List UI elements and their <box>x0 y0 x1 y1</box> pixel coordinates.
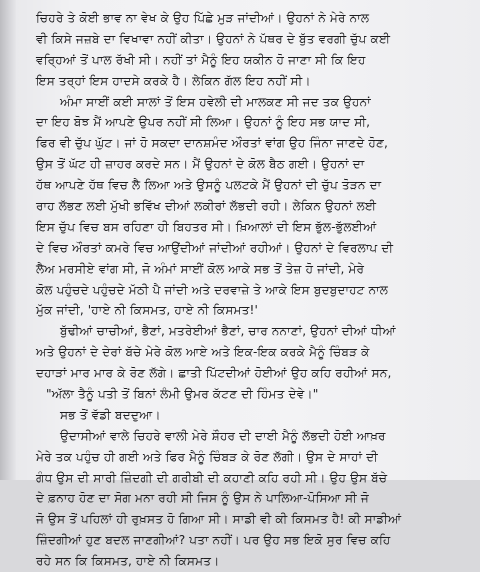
text-line: ਇਸ ਚੁੱਪ ਵਿਚ ਬਸ ਰਹਿਣਾ ਹੀ ਬਿਹਤਰ ਸੀ। ਖ਼ਿਆਲਾਂ ਦੀ ਇਸ ਭੁੱਲ-ਭੁੱਲਈਆਂ <box>36 219 377 234</box>
text-line: ਗੰਧ ਉਸ ਦੀ ਸਾਰੀ ਜ਼ਿੰਦਗੀ ਦੀ ਗਰੀਬੀ ਦੀ ਕਹਾਣੀ ਕਹਿ ਰਹੀ ਸੀ। ਉਹ ਉਸ ਬੱਚੇ <box>36 470 388 485</box>
paragraph-start-line: ਉਦਾਸੀਆਂ ਵਾਲੇ ਚਿਹਰੇ ਵਾਲੀ ਮੇਰੇ ਸ਼ੌਹਰ ਦੀ ਦਾਈ ਮੈਨੂੰ ਲੱਭਦੀ ਹੋਈ ਆਖ਼ਰ <box>60 428 386 443</box>
text-line: ਮੁੱਕ ਜਾਂਦੀ, 'ਹਾਏ ਨੀ ਕਿਸਮਤ, ਹਾਏ ਨੀ ਕਿਸਮਤ!' <box>36 303 258 318</box>
text-line: ਰਾਹ ਲੱਭਣ ਲਈ ਮੁੱਖੀ ਭਵਿੱਖ ਦੀਆਂ ਲਕੀਰਾਂ ਲੱਭਦੀ ਰਹੀ। ਲੇਕਿਨ ਉਹਨਾਂ ਲਈ <box>36 199 377 214</box>
text-line: ਦਹਾੜਾਂ ਮਾਰ ਮਾਰ ਕੇ ਰੋਣ ਲੱਗੇ। ਛਾਤੀ ਪਿੱਟਦੀਆਂ ਹੋਈਆਂ ਉਹ ਕਹਿ ਰਹੀਆਂ ਸਨ, <box>36 366 392 381</box>
quote-line: "ਅੱਲਾ ਤੈਨੂੰ ਪਤੀ ਤੋਂ ਬਿਨਾਂ ਲੰਮੀ ਉਮਰ ਕੱਟਣ ਦੀ ਹਿੰਮਤ ਦੇਵੇ।" <box>46 387 319 402</box>
text-line: ਅਤੇ ਉਹਨਾਂ ਦੇ ਦੇਰਾਂ ਬੱਚੇ ਮੇਰੇ ਕੋਲ ਆਏ ਅਤੇ ਇਕ-ਇਕ ਕਰਕੇ ਮੈਨੂੰ ਚਿੰਬੜ ਕੇ <box>36 345 370 360</box>
book-gutter <box>0 0 16 480</box>
text-line: ਵੀ ਕਿਸੇ ਜਜ਼ਬੇ ਦਾ ਵਿਖਾਵਾ ਨਹੀਂ ਕੀਤਾ। ਉਹਨਾਂ ਨੇ ਪੱਥਰ ਦੇ ਬੁੱਤ ਵਰਗੀ ਚੁੱਪ ਕਈ <box>36 31 391 46</box>
text-line: ਹੱਥ ਆਪਣੇ ਹੱਥ ਵਿਚ ਲੈ ਲਿਆ ਅਤੇ ਉਸਨੂੰ ਪਲਟਕੇ ਮੈਂ ਉਹਨਾਂ ਦੀ ਚੁੱਪ ਤੋੜਨ ਦਾ <box>36 178 382 193</box>
text-line: ਜੋ ਉਸ ਤੋਂ ਪਹਿਲਾਂ ਹੀ ਰੁਖ਼ਸਤ ਹੋ ਗਿਆ ਸੀ। ਸਾਡੀ ਵੀ ਕੀ ਕਿਸਮਤ ਹੈ! ਕੀ ਸਾਡੀਆਂ <box>36 512 402 527</box>
text-line: ਦੇ ਵਿਚ ਔਰਤਾਂ ਕਮਰੇ ਵਿਚ ਆਉਂਦੀਆਂ ਜਾਂਦੀਆਂ ਰਹੀਆਂ। ਉਹਨਾਂ ਦੇ ਵਿਰਲਾਪ ਦੀ <box>36 240 394 255</box>
paragraph-start-line: ਅੰਮਾ ਸਾਈਂ ਕਈ ਸਾਲਾਂ ਤੋਂ ਇਸ ਹਵੇਲੀ ਦੀ ਮਾਲਕਣ ਸੀ ਜਦ ਤਕ ਉਹਨਾਂ <box>60 94 371 109</box>
text-line: ਦੇ ਫ਼ਨਾਹ ਹੋਣ ਦਾ ਸੋਗ ਮਨਾ ਰਹੀ ਸੀ ਜਿਸ ਨੂੰ ਉਸ ਨੇ ਪਾਲਿਆ-ਪੋਸਿਆ ਸੀ ਜੋ <box>36 491 369 506</box>
text-line: ਦਾ ਇਹ ਬੋਝ ਮੈਂ ਆਪਣੇ ਉਪਰ ਨਹੀਂ ਸੀ ਲਿਆ। ਉਹਨਾਂ ਨੂੰ ਇਹ ਸਭ ਯਾਦ ਸੀ, <box>36 115 371 130</box>
text-line: ਵਰ੍ਹਿਆਂ ਤੋਂ ਪਾਲ ਰੱਖੀ ਸੀ। ਨਹੀਂ ਤਾਂ ਮੈਨੂੰ ਇਹ ਯਕੀਨ ਹੋ ਜਾਣਾ ਸੀ ਕਿ ਇਹ <box>36 52 366 67</box>
text-line: ਉਸ ਤੋਂ ਘੱਟ ਹੀ ਜ਼ਾਹਰ ਕਰਦੇ ਸਨ। ਮੈਂ ਉਹਨਾਂ ਦੇ ਕੋਲ ਬੈਠ ਗਈ। ਉਹਨਾਂ ਦਾ <box>36 157 365 172</box>
book-page <box>16 0 480 569</box>
page-text <box>36 8 472 572</box>
paragraph-start-line: ਬੁੱਢੀਆਂ ਚਾਚੀਆਂ, ਭੈਣਾਂ, ਮਤਰੇਈਆਂ ਭੈਣਾਂ, ਚਾਰ ਨਨਾਣਾਂ, ਉਹਨਾਂ ਦੀਆਂ ਧੀਆਂ <box>60 324 396 339</box>
text-line: ਚਿਹਰੇ ਤੇ ਕੋਈ ਭਾਵ ਨਾ ਵੇਖ ਕੇ ਉਹ ਪਿੱਛੇ ਮੁੜ ਜਾਂਦੀਆਂ। ਉਹਨਾਂ ਨੇ ਮੇਰੇ ਨਾਲ <box>36 11 370 25</box>
text-line: ਰਹੇ ਸਨ ਕਿ ਕਿਸਮਤ, ਹਾਏ ਨੀ ਕਿਸਮਤ। <box>36 554 220 569</box>
text-line: ਕੋਲ ਪਹੁੰਚਦੇ ਪਹੁੰਚਦੇ ਮੱਠੀ ਪੈ ਜਾਂਦੀ ਅਤੇ ਦਰਵਾਜ਼ੇ ਤੇ ਆਕੇ ਇਸ ਬੁਦਬੁਦਾਹਟ ਨਾਲ <box>36 282 389 297</box>
text-line: ਜ਼ਿੰਦਗੀਆਂ ਹੁਣ ਬਦਲ ਜਾਣਗੀਆਂ? ਪਤਾ ਨਹੀਂ। ਪਰ ਉਹ ਸਭ ਇਕੋ ਸੁਰ ਵਿਚ ਕਹਿ <box>36 533 391 548</box>
text-line: ਲੈਅ ਮਰਸੀਏ ਵਾਂਗ ਸੀ, ਜੋ ਅੰਮਾਂ ਸਾਈਂ ਕੋਲ ਆਕੇ ਸਭ ਤੋਂ ਤੇਜ਼ ਹੋ ਜਾਂਦੀ, ਮੇਰੇ <box>36 261 365 276</box>
text-line: ਇਸ ਤਰ੍ਹਾਂ ਇਸ ਹਾਦਸੇ ਕਰਕੇ ਹੈ। ਲੇਕਿਨ ਗੱਲ ਇਹ ਨਹੀਂ ਸੀ। <box>36 73 311 88</box>
text-line: ਫਿਰ ਵੀ ਚੁੱਪ ਘੁੱਟ। ਜਾਂ ਹੋ ਸਕਦਾ ਦਾਨਸ਼ਮੰਦ ਔਰਤਾਂ ਵਾਂਗ ਉਹ ਜਿੰਨਾ ਜਾਣਦੇ ਹੋਣ, <box>36 136 388 151</box>
text-line: ਮੇਰੇ ਤਕ ਪਹੁੰਚ ਹੀ ਗਈ ਅਤੇ ਫਿਰ ਮੈਨੂੰ ਚਿੰਬੜ ਕੇ ਰੋਣ ਲੱਗੀ। ਉਸ ਦੇ ਸਾਹਾਂ ਦੀ <box>36 449 378 464</box>
paragraph-start-line: ਸਭ ਤੋਂ ਵੱਡੀ ਬਦਦੁਆ। <box>60 407 161 422</box>
